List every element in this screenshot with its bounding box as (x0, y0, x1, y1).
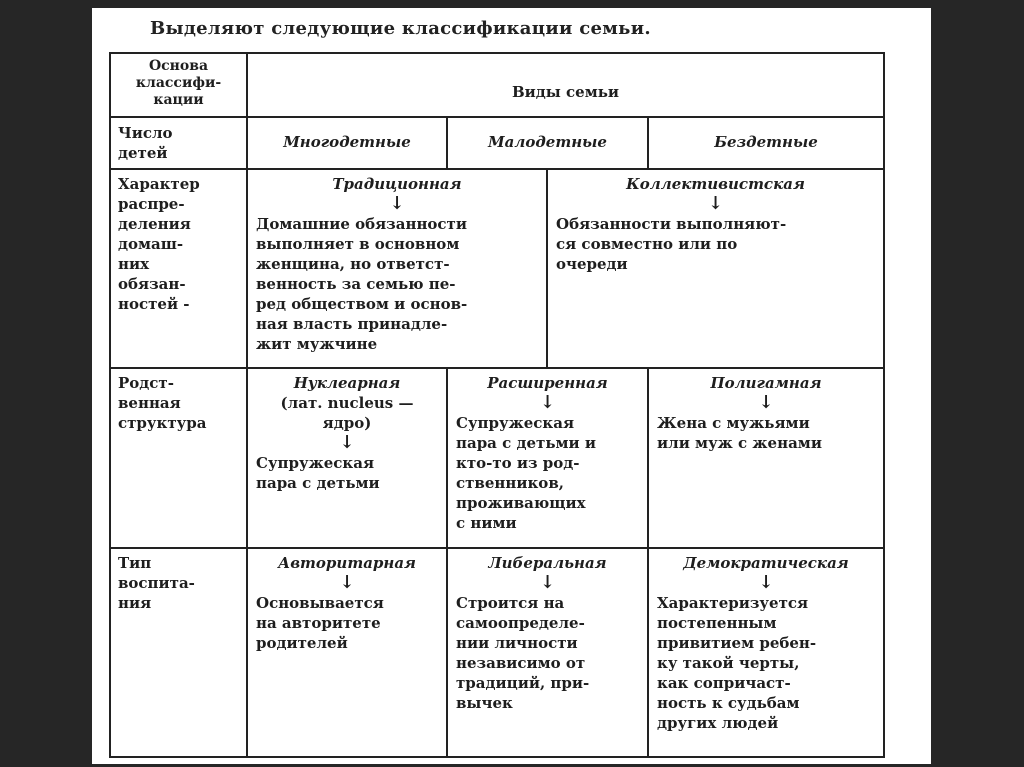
header-basis: Основа классифи- кации (135, 58, 222, 108)
type-democratic: Демократическая (683, 554, 849, 572)
desc-collectivist: Обязанности выполняют- ся совместно или по очереди (556, 215, 787, 273)
header-types: Виды семьи (511, 83, 620, 101)
type-polygamous: Полигамная (710, 374, 822, 392)
cell-liberal (448, 549, 647, 756)
type-nuclear: Нуклеарная (293, 374, 401, 392)
cell-nuclear (248, 369, 446, 547)
slide (92, 8, 931, 764)
cell-collectivist (548, 170, 883, 367)
arrow-down-icon: ↓ (758, 392, 774, 413)
cell-extended (448, 369, 647, 547)
classification-table (109, 52, 885, 758)
cell-polygamous (649, 369, 883, 547)
cell-democratic (649, 549, 883, 756)
page-title: Выделяют следующие классификации семьи. (150, 18, 651, 39)
desc-liberal: Строится на самоопределе- нии личности независимо от традиций, при- вычек (456, 594, 590, 712)
arrow-down-icon: ↓ (539, 572, 556, 593)
cell-authoritarian (248, 549, 446, 756)
type-many-children: Многодетные (283, 133, 411, 151)
arrow-down-icon: ↓ (758, 572, 774, 593)
type-extended: Расширенная (487, 374, 608, 392)
type-collectivist: Коллективистская (626, 175, 805, 193)
type-liberal: Либеральная (488, 554, 607, 572)
type-traditional: Традиционная (332, 175, 462, 193)
desc-democratic: Характеризуется постепенным привитием ребен- ку такой черты, как сопричаст- ность к судьбам других людей (657, 594, 817, 732)
basis-kinship: Родст- венная структура (118, 374, 207, 432)
arrow-down-icon: ↓ (539, 392, 556, 413)
basis-children: Число детей (118, 124, 173, 162)
cell-traditional (248, 170, 546, 367)
arrow-down-icon: ↓ (707, 193, 724, 214)
arrow-down-icon: ↓ (339, 432, 355, 453)
type-authoritarian: Авторитарная (277, 554, 416, 572)
arrow-down-icon: ↓ (389, 193, 405, 214)
desc-extended: Супружеская пара с детьми и кто-то из род- ственников, проживающих с ними (456, 414, 597, 532)
basis-upbringing: Тип воспита- ния (118, 554, 195, 612)
desc-polygamous: Жена с мужьями или муж с женами (657, 414, 822, 452)
type-few-children: Малодетные (488, 133, 607, 151)
arrow-down-icon: ↓ (339, 572, 355, 593)
note-nuclear: (лат. nucleus — ядро) (280, 394, 414, 432)
desc-traditional: Домашние обязанности выполняет в основном женщина, но ответст- венность за семью пе- ред обществом и основ- ная власть принадле- жит мужчине (256, 215, 468, 353)
desc-nuclear: Супружеская пара с детьми (256, 454, 380, 492)
desc-authoritarian: Основывается на авторитете родителей (256, 594, 384, 652)
type-childless: Бездетные (714, 133, 818, 151)
basis-duties: Характер распре- деления домаш- них обязан- ностей - (118, 175, 200, 313)
